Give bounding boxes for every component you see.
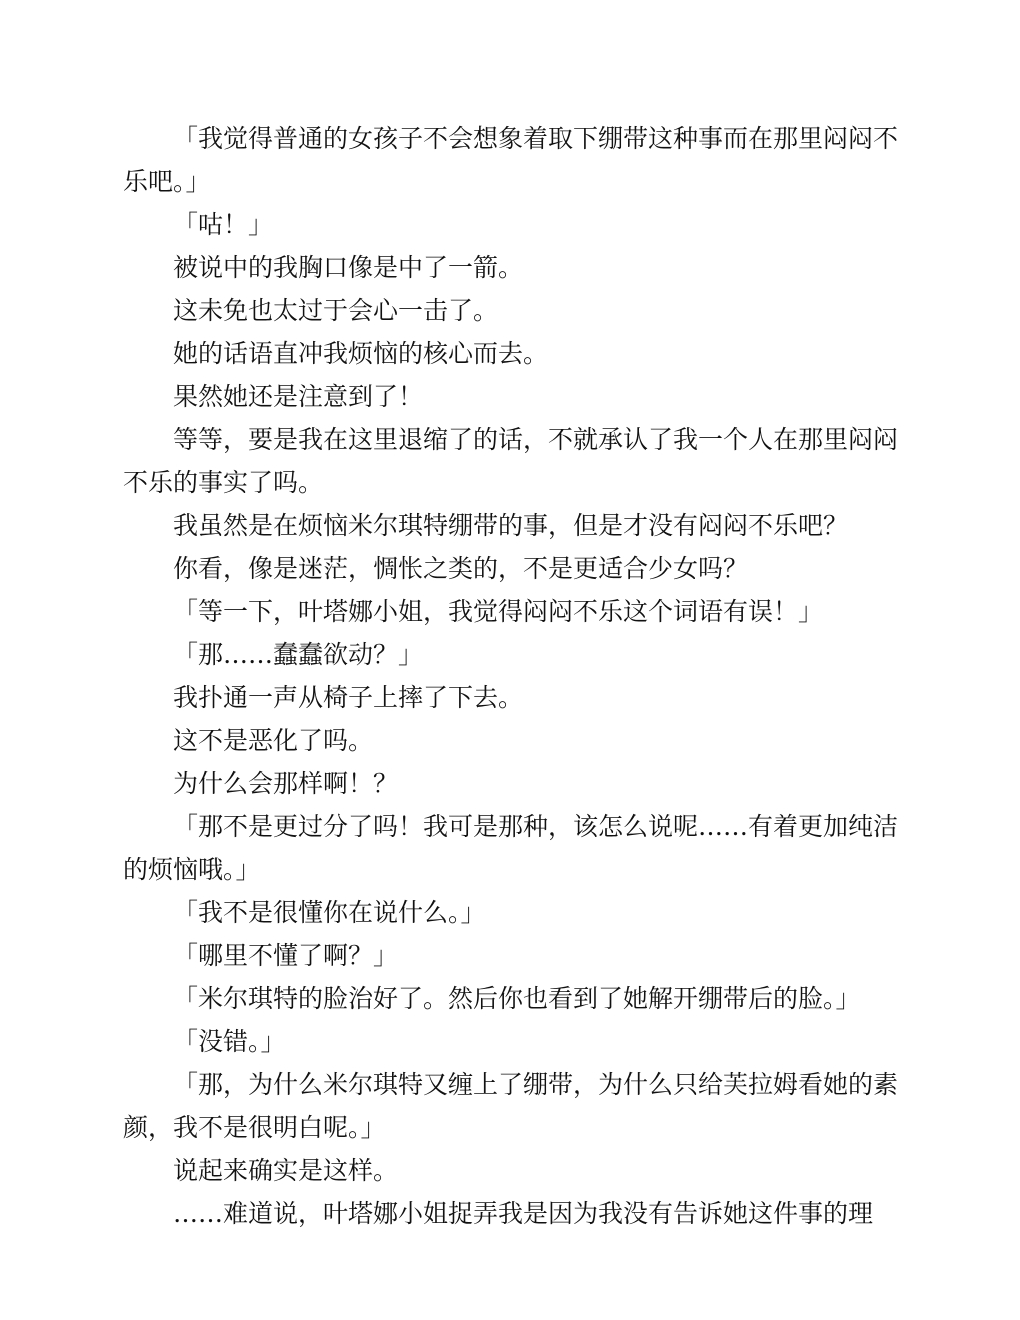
paragraph: 「我觉得普通的女孩子不会想象着取下绷带这种事而在那里闷闷不乐吧。」 bbox=[123, 124, 899, 196]
paragraph: 你看，像是迷茫，惆怅之类的，不是更适合少女吗？ bbox=[173, 554, 749, 583]
paragraph: 果然她还是注意到了！ bbox=[173, 382, 424, 411]
paragraph: 「我不是很懂你在说什么。」 bbox=[173, 898, 486, 927]
paragraph: 这不是恶化了吗。 bbox=[173, 726, 374, 755]
paragraph: 这未免也太过于会心一击了。 bbox=[173, 296, 499, 325]
paragraph: 「没错。」 bbox=[173, 1027, 286, 1056]
paragraph: ……难道说，叶塔娜小姐捉弄我是因为我没有告诉她这件事的理 bbox=[173, 1199, 874, 1228]
paragraph: 我虽然是在烦恼米尔琪特绷带的事，但是才没有闷闷不乐吧？ bbox=[173, 511, 849, 540]
paragraph: 「那不是更过分了吗！我可是那种，该怎么说呢……有着更加纯洁的烦恼哦。」 bbox=[123, 812, 899, 884]
paragraph: 「咕！」 bbox=[173, 210, 274, 239]
paragraph: 「那，为什么米尔琪特又缠上了绷带，为什么只给芙拉姆看她的素颜，我不是很明白呢。」 bbox=[123, 1070, 899, 1142]
paragraph: 为什么会那样啊！？ bbox=[173, 769, 399, 798]
paragraph: 等等，要是我在这里退缩了的话，不就承认了我一个人在那里闷闷不乐的事实了吗。 bbox=[123, 425, 899, 497]
paragraph: 「米尔琪特的脸治好了。然后你也看到了她解开绷带后的脸。」 bbox=[173, 984, 861, 1013]
paragraph: 被说中的我胸口像是中了一箭。 bbox=[173, 253, 524, 282]
paragraph: 我扑通一声从椅子上摔了下去。 bbox=[173, 683, 524, 712]
paragraph: 她的话语直冲我烦恼的核心而去。 bbox=[173, 339, 549, 368]
body-text bbox=[123, 117, 898, 1235]
paragraph: 「等一下，叶塔娜小姐，我觉得闷闷不乐这个词语有误！」 bbox=[173, 597, 824, 626]
paragraph: 「哪里不懂了啊？」 bbox=[173, 941, 399, 970]
paragraph: 说起来确实是这样。 bbox=[173, 1156, 399, 1185]
paragraph: 「那……蠢蠢欲动？」 bbox=[173, 640, 424, 669]
